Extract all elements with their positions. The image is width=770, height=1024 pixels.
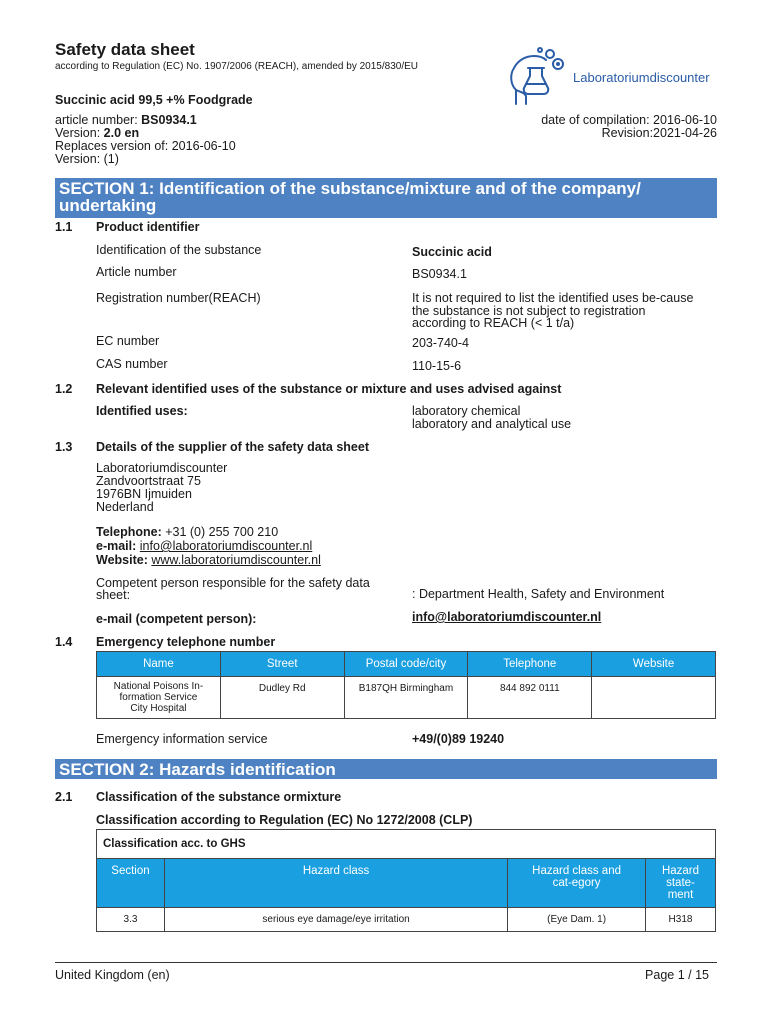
- product-name: Succinic acid 99,5 +% Foodgrade: [55, 93, 253, 107]
- section-2-header: SECTION 2: Hazards identification: [55, 759, 717, 779]
- section-1-1-title: Product identifier: [96, 220, 200, 234]
- section-1-2-number: 1.2: [55, 382, 73, 396]
- ec-number-label: EC number: [96, 334, 160, 348]
- col-street: Street: [220, 652, 344, 677]
- cell-telephone: 844 892 0111: [468, 677, 592, 719]
- competent-email-label: e-mail (competent person):: [96, 612, 257, 626]
- col-hazard-statement: Hazard state-ment: [645, 859, 715, 908]
- competent-person-value: : Department Health, Safety and Environment: [412, 587, 665, 601]
- section-1-4-title: Emergency telephone number: [96, 635, 276, 649]
- page-number: Page 1 / 15: [645, 968, 709, 982]
- cell-website: [592, 677, 716, 719]
- section-1-2-title: Relevant identified uses of the substance or mixture and uses advised against: [96, 382, 562, 396]
- cell-name: National Poisons In-formation Service City Hospital: [97, 677, 221, 719]
- supplier-website: [96, 553, 321, 567]
- registration-value: It is not required to list the identified uses be-cause the substance is not subject to registration according to REACH (< 1 t/a): [412, 291, 694, 330]
- article-label: article number:: [55, 113, 142, 127]
- cell-postal: B187QH Birmingham: [344, 677, 468, 719]
- cell-street: Dudley Rd: [220, 677, 344, 719]
- footer-divider: [55, 962, 717, 963]
- emergency-service-label: Emergency information service: [96, 732, 268, 746]
- ec-number-value: 203-740-4: [412, 336, 469, 350]
- section-2-1-title: Classification of the substance ormixture: [96, 790, 342, 804]
- col-hazard-class: Hazard class: [164, 859, 507, 908]
- identified-uses-label: Identified uses:: [96, 404, 188, 418]
- compilation-date: date of compilation: 2016-06-10: [541, 113, 717, 127]
- col-website: Website: [592, 652, 716, 677]
- supplier-street: Zandvoortstraat 75: [96, 474, 201, 488]
- ghs-title: Classification acc. to GHS: [97, 830, 716, 859]
- table-row: [97, 908, 716, 932]
- identification-value: Succinic acid: [412, 245, 492, 259]
- section-1-1-number: 1.1: [55, 220, 73, 234]
- telephone-value: +31 (0) 255 700 210: [165, 525, 279, 539]
- logo-text: Laboratoriumdiscounter: [573, 70, 710, 85]
- article-number-value: BS0934.1: [412, 267, 467, 281]
- cas-number-label: CAS number: [96, 357, 168, 371]
- cell-hazard-category: (Eye Dam. 1): [508, 908, 646, 932]
- identified-use-1: laboratory chemical: [412, 404, 521, 418]
- competent-email-link[interactable]: info@laboratoriumdiscounter.nl: [412, 610, 602, 624]
- version-label: Version:: [55, 126, 104, 140]
- identified-use-2: laboratory and analytical use: [412, 417, 572, 431]
- old-version: Version: (1): [55, 152, 119, 166]
- col-hazard-category: Hazard class and cat-egory: [508, 859, 646, 908]
- table-row: [97, 677, 716, 719]
- logo-icon: [506, 44, 570, 108]
- col-name: Name: [97, 652, 221, 677]
- emergency-table-header: [97, 652, 716, 677]
- document-title: Safety data sheet: [55, 40, 195, 59]
- emergency-table: [96, 651, 716, 719]
- regulation-subtitle: according to Regulation (EC) No. 1907/2006 (REACH), amended by 2015/830/EU: [55, 61, 418, 72]
- version-value: 2.0 en: [103, 126, 140, 140]
- competent-person-label-1: Competent person responsible for the safety data: [96, 576, 370, 590]
- supplier-name: Laboratoriumdiscounter: [96, 461, 228, 475]
- replaces-version: Replaces version of: 2016-06-10: [55, 139, 236, 153]
- ghs-table-header: [97, 859, 716, 908]
- emergency-service-value: +49/(0)89 19240: [412, 732, 505, 746]
- supplier-email: [96, 539, 312, 553]
- article-value: BS0934.1: [141, 113, 197, 127]
- registration-label: Registration number(REACH): [96, 291, 261, 305]
- section-1-4-number: 1.4: [55, 635, 73, 649]
- cell-hazard-class: serious eye damage/eye irritation: [164, 908, 507, 932]
- section-1-header: SECTION 1: Identification of the substance/mixture and of the company/ undertaking: [55, 178, 717, 218]
- cell-section: 3.3: [97, 908, 165, 932]
- section-2-1-number: 2.1: [55, 790, 73, 804]
- supplier-country: Nederland: [96, 500, 154, 514]
- footer-country: United Kingdom (en): [55, 968, 170, 982]
- competent-person-label-2: sheet:: [96, 588, 131, 602]
- ghs-table: [96, 829, 716, 932]
- col-section: Section: [97, 859, 165, 908]
- col-telephone: Telephone: [468, 652, 592, 677]
- website-link[interactable]: www.laboratoriumdiscounter.nl: [151, 553, 321, 567]
- identification-label: Identification of the substance: [96, 243, 262, 257]
- col-postal: Postal code/city: [344, 652, 468, 677]
- email-link[interactable]: info@laboratoriumdiscounter.nl: [139, 539, 313, 553]
- website-label: Website:: [96, 553, 152, 567]
- cas-number-value: 110-15-6: [412, 359, 462, 373]
- supplier-telephone: [96, 525, 278, 539]
- email-label: e-mail:: [96, 539, 140, 553]
- supplier-postal: 1976BN Ijmuiden: [96, 487, 192, 501]
- article-number-label: Article number: [96, 265, 177, 279]
- telephone-label: Telephone:: [96, 525, 166, 539]
- section-1-3-title: Details of the supplier of the safety data sheet: [96, 440, 369, 454]
- section-1-3-number: 1.3: [55, 440, 73, 454]
- cell-hazard-statement: H318: [645, 908, 715, 932]
- ghs-title-row: [97, 830, 716, 859]
- revision-date: Revision:2021-04-26: [601, 126, 717, 140]
- clp-title: Classification according to Regulation (EC) No 1272/2008 (CLP): [96, 813, 473, 827]
